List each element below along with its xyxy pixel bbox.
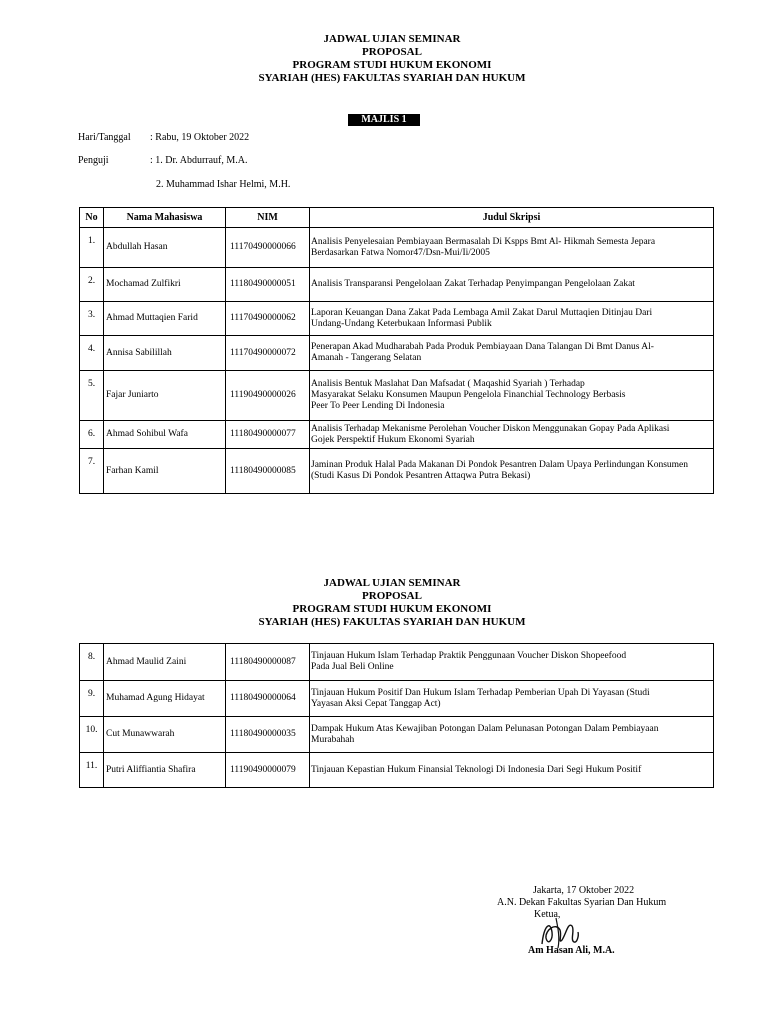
student-name: Ahmad Sohibul Wafa: [104, 421, 226, 449]
thesis-title-line: Tinjauan Kepastian Hukum Finansial Teknologi Di Indonesia Dari Segi Hukum Positif: [311, 764, 642, 775]
thesis-title-line: Berdasarkan Fatwa Nomor47/Dsn-Mui/Ii/2005: [311, 247, 490, 258]
table-row: [80, 421, 714, 449]
table-row: [80, 228, 714, 268]
thesis-title-line: (Studi Kasus Di Pondok Pesantren Attaqwa Putra Bekasi): [311, 471, 531, 481]
thesis-title-line: Pada Jual Beli Online: [311, 662, 394, 672]
row-number: 8.: [80, 644, 104, 681]
schedule-table-1: [79, 207, 714, 494]
schedule-table-2: [79, 643, 714, 788]
thesis-title-line: Undang-Undang Keterbukaan Informasi Publik: [311, 318, 492, 329]
student-nim: 11180490000035: [226, 717, 310, 753]
heading-line-2: PROPOSAL: [362, 590, 422, 602]
thesis-title: [310, 449, 714, 494]
student-nim: 11180490000077: [226, 421, 310, 449]
thesis-title: [310, 228, 714, 268]
thesis-title-line: Analisis Bentuk Maslahat Dan Mafsadat ( Maqashid Syariah ) Terhadap: [311, 379, 585, 389]
signature-place-date: Jakarta, 17 Oktober 2022: [533, 885, 635, 896]
thesis-title-line: Analisis Transparansi Pengelolaan Zakat Terhadap Penyimpangan Pengelolaan Zakat: [311, 279, 635, 289]
student-name: Muhamad Agung Hidayat: [104, 681, 226, 717]
heading-line-3: PROGRAM STUDI HUKUM EKONOMI: [292, 59, 492, 71]
table-row: [80, 717, 714, 753]
student-name: Fajar Juniarto: [104, 371, 226, 421]
student-nim: 11190490000026: [226, 371, 310, 421]
row-number: 11.: [80, 753, 104, 788]
thesis-title-line: Amanah - Tangerang Selatan: [311, 353, 422, 363]
signature-position: Ketua,: [534, 909, 561, 920]
row-number: 1.: [80, 228, 104, 268]
student-name: Ahmad Muttaqien Farid: [104, 302, 226, 336]
thesis-title-line: Penerapan Akad Mudharabah Pada Produk Pembiayaan Dana Talangan Di Bmt Danus Al-: [311, 342, 654, 352]
examiner-2: 2. Muhammad Ishar Helmi, M.H.: [156, 179, 291, 190]
table-row: [80, 268, 714, 302]
student-name: Annisa Sabilillah: [104, 336, 226, 371]
student-nim: 11190490000079: [226, 753, 310, 788]
table-row: [80, 449, 714, 494]
student-name: Cut Munawwarah: [104, 717, 226, 753]
student-nim: 11170490000072: [226, 336, 310, 371]
table-row: [80, 336, 714, 371]
document-heading: [0, 33, 768, 85]
row-number: 5.: [80, 371, 104, 421]
thesis-title-line: Peer To Peer Lending Di Indonesia: [311, 401, 445, 411]
thesis-title-line: Masyarakat Selaku Konsumen Maupun Pengelola Financhial Technology Berbasis: [311, 390, 626, 400]
row-number: 6.: [80, 421, 104, 449]
thesis-title: [310, 421, 714, 449]
document-heading-repeat: [0, 577, 768, 629]
table-row: [80, 644, 714, 681]
heading-line-1: JADWAL UJIAN SEMINAR: [323, 577, 461, 589]
student-name: Abdullah Hasan: [104, 228, 226, 268]
thesis-title-line: Tinjauan Hukum Islam Terhadap Praktik Penggunaan Voucher Diskon Shopeefood: [311, 651, 627, 661]
student-nim: 11180490000051: [226, 268, 310, 302]
thesis-title-line: Analisis Terhadap Mekanisme Perolehan Voucher Diskon Menggunakan Gopay Pada Aplikasi: [311, 423, 670, 434]
thesis-title: [310, 717, 714, 753]
student-nim: 11180490000064: [226, 681, 310, 717]
row-number: 9.: [80, 681, 104, 717]
student-name: Mochamad Zulfikri: [104, 268, 226, 302]
thesis-title: [310, 336, 714, 371]
heading-line-4: SYARIAH (HES) FAKULTAS SYARIAH DAN HUKUM: [258, 616, 526, 628]
student-nim: 11180490000087: [226, 644, 310, 681]
heading-line-3: PROGRAM STUDI HUKUM EKONOMI: [292, 603, 492, 615]
row-number: 7.: [80, 449, 104, 494]
header-title: Judul Skripsi: [310, 208, 714, 228]
thesis-title-line: Analisis Penyelesaian Pembiayaan Bermasalah Di Kspps Bmt Al- Hikmah Semesta Jepara: [311, 236, 656, 247]
student-nim: 11170490000066: [226, 228, 310, 268]
thesis-title: [310, 268, 714, 302]
thesis-title: [310, 753, 714, 788]
heading-line-1: JADWAL UJIAN SEMINAR: [323, 33, 461, 45]
thesis-title-line: Jaminan Produk Halal Pada Makanan Di Pondok Pesantren Dalam Upaya Perlindungan Konsumen: [311, 460, 689, 470]
heading-line-4: SYARIAH (HES) FAKULTAS SYARIAH DAN HUKUM: [258, 72, 526, 84]
date-label: Hari/Tanggal: [78, 132, 131, 143]
student-name: Putri Aliffiantia Shafira: [104, 753, 226, 788]
thesis-title: [310, 644, 714, 681]
heading-line-2: PROPOSAL: [362, 46, 422, 58]
signature-on-behalf: A.N. Dekan Fakultas Syarian Dan Hukum: [497, 897, 667, 908]
signature-name: Am Hasan Ali, M.A.: [528, 945, 615, 956]
table-row: [80, 753, 714, 788]
table-row: [80, 302, 714, 336]
majlis-badge: MAJLIS 1: [348, 114, 420, 126]
student-name: Ahmad Maulid Zaini: [104, 644, 226, 681]
student-name: Farhan Kamil: [104, 449, 226, 494]
header-name: Nama Mahasiswa: [104, 208, 226, 228]
thesis-title-line: Murabahah: [311, 734, 355, 745]
row-number: 3.: [80, 302, 104, 336]
thesis-title-line: Laporan Keuangan Dana Zakat Pada Lembaga Amil Zakat Darul Muttaqien Ditinjau Dari: [311, 307, 653, 318]
row-number: 4.: [80, 336, 104, 371]
thesis-title-line: Tinjauan Hukum Positif Dan Hukum Islam Terhadap Pemberian Upah Di Yayasan (Studi: [311, 687, 650, 698]
table-row: [80, 681, 714, 717]
thesis-title: [310, 681, 714, 717]
thesis-title: [310, 302, 714, 336]
table-row: [80, 371, 714, 421]
thesis-title: [310, 371, 714, 421]
examiner-1: : 1. Dr. Abdurrauf, M.A.: [150, 155, 248, 166]
thesis-title-line: Dampak Hukum Atas Kewajiban Potongan Dalam Pelunasan Potongan Dalam Pembiayaan: [311, 723, 659, 734]
header-no: No: [80, 208, 104, 228]
date-value: : Rabu, 19 Oktober 2022: [150, 132, 250, 143]
student-nim: 11170490000062: [226, 302, 310, 336]
row-number: 2.: [80, 268, 104, 302]
header-nim: NIM: [226, 208, 310, 228]
thesis-title-line: Yayasan Aksi Cepat Tanggap Act): [311, 698, 441, 709]
row-number: 10.: [80, 717, 104, 753]
student-nim: 11180490000085: [226, 449, 310, 494]
thesis-title-line: Gojek Perspektif Hukum Ekonomi Syariah: [311, 434, 475, 445]
examiner-label: Penguji: [78, 155, 109, 166]
table-header-row: [80, 208, 714, 228]
